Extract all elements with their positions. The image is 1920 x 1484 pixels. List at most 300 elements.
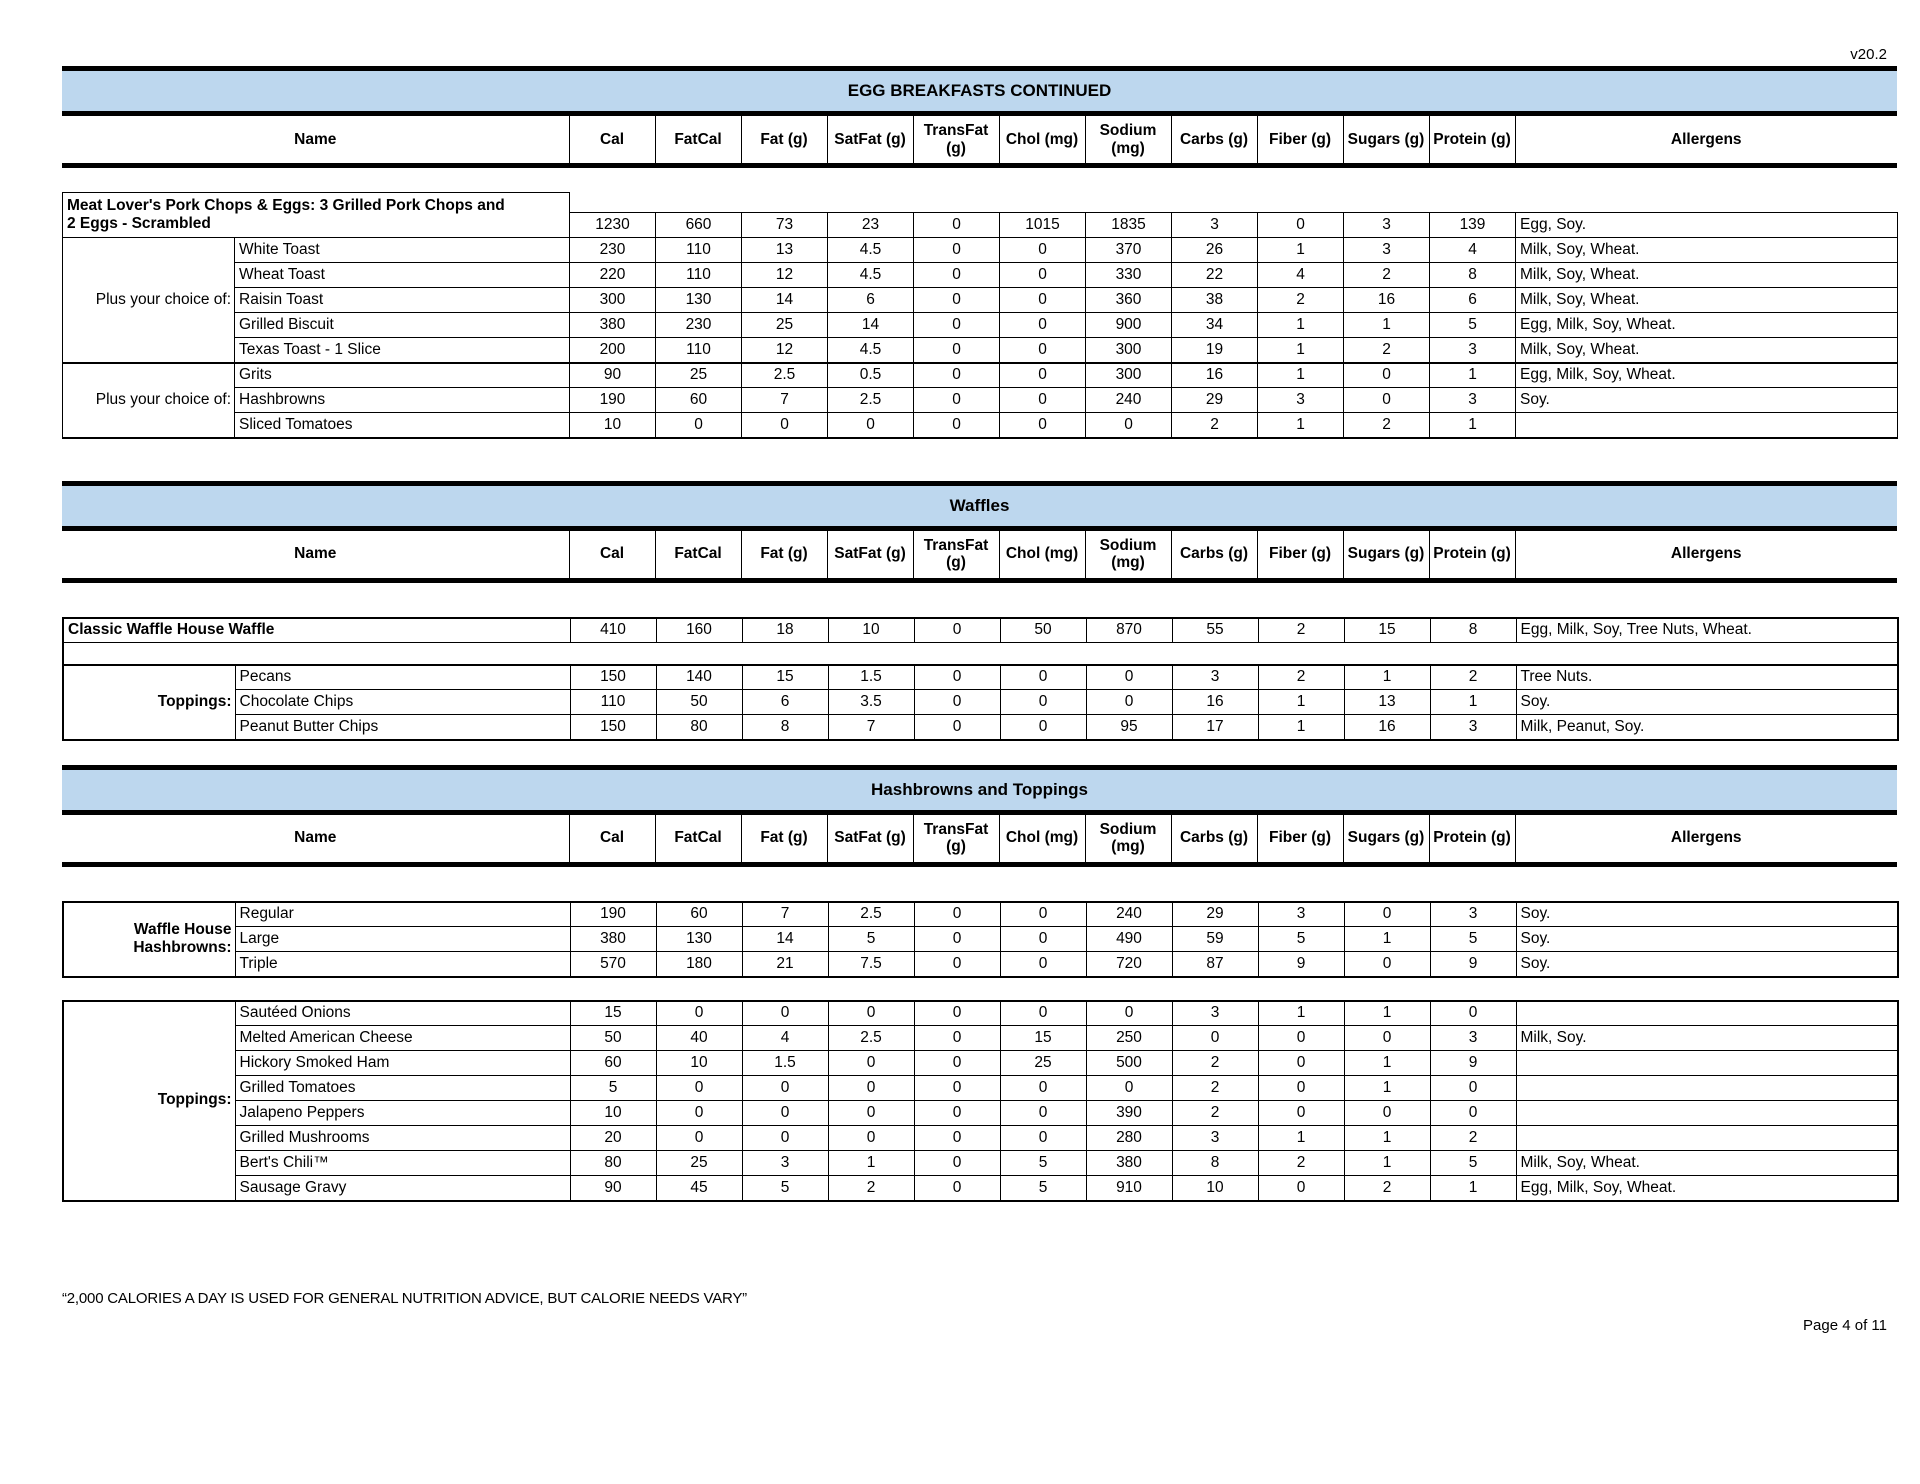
nutrition-value: 0 bbox=[914, 1076, 1000, 1101]
version-label: v20.2 bbox=[1850, 46, 1887, 63]
nutrition-value: 1 bbox=[1258, 413, 1344, 438]
nutrition-value: 0 bbox=[914, 238, 1000, 263]
nutrition-value: 5 bbox=[1430, 927, 1516, 952]
nutrition-value: 12 bbox=[742, 263, 828, 288]
header-row bbox=[62, 815, 1897, 862]
nutrition-value: 19 bbox=[1172, 338, 1258, 363]
nutrition-value: 380 bbox=[570, 927, 656, 952]
nutrition-value: 0 bbox=[914, 690, 1000, 715]
row-group-label: Toppings: bbox=[63, 665, 235, 740]
nutrition-value: 0 bbox=[1086, 665, 1172, 690]
spacer-cell bbox=[1344, 193, 1430, 213]
spacer-cell bbox=[1000, 193, 1086, 213]
section-waffles bbox=[62, 481, 1897, 741]
nutrition-value: 0 bbox=[656, 1076, 742, 1101]
nutrition-value: 50 bbox=[656, 690, 742, 715]
nutrition-value: 59 bbox=[1172, 927, 1258, 952]
nutrition-value: 0 bbox=[914, 927, 1000, 952]
spacer bbox=[62, 168, 1897, 192]
table-row bbox=[63, 690, 1898, 715]
nutrition-value: 0 bbox=[1000, 690, 1086, 715]
nutrition-value: 3 bbox=[742, 1151, 828, 1176]
item-name: Grilled Tomatoes bbox=[235, 1076, 570, 1101]
nutrition-value: 0 bbox=[1430, 1076, 1516, 1101]
nutrition-value: 2 bbox=[1258, 1151, 1344, 1176]
nutrition-value: 0 bbox=[914, 1126, 1000, 1151]
nutrition-value: 14 bbox=[828, 313, 914, 338]
nutrition-table bbox=[62, 1000, 1899, 1202]
item-name: Sliced Tomatoes bbox=[235, 413, 570, 438]
allergens-value: Milk, Peanut, Soy. bbox=[1516, 715, 1898, 740]
nutrition-value: 0 bbox=[742, 1126, 828, 1151]
nutrition-value: 0 bbox=[914, 1001, 1000, 1026]
table-row bbox=[63, 1151, 1898, 1176]
nutrition-value: 8 bbox=[1430, 263, 1516, 288]
nutrition-value: 0 bbox=[1430, 1001, 1516, 1026]
nutrition-value: 14 bbox=[742, 288, 828, 313]
table-row bbox=[63, 193, 1898, 213]
nutrition-value: 0 bbox=[1000, 363, 1086, 388]
nutrition-value: 16 bbox=[1172, 363, 1258, 388]
allergens-value: Egg, Milk, Soy, Tree Nuts, Wheat. bbox=[1516, 618, 1898, 643]
nutrition-value: 2 bbox=[1430, 1126, 1516, 1151]
nutrition-value: 13 bbox=[742, 238, 828, 263]
item-name: Texas Toast - 1 Slice bbox=[235, 338, 570, 363]
nutrition-value: 0 bbox=[914, 1176, 1000, 1201]
nutrition-value: 3 bbox=[1430, 1026, 1516, 1051]
column-header: Fiber (g) bbox=[1257, 116, 1343, 163]
nutrition-value: 2.5 bbox=[828, 1026, 914, 1051]
nutrition-value: 110 bbox=[656, 238, 742, 263]
nutrition-value: 0 bbox=[1344, 363, 1430, 388]
nutrition-value: 2 bbox=[1172, 1101, 1258, 1126]
nutrition-value: 0 bbox=[1000, 313, 1086, 338]
header-row bbox=[62, 116, 1897, 163]
nutrition-value: 0 bbox=[914, 952, 1000, 977]
column-header: Fat (g) bbox=[741, 531, 827, 578]
item-name: Sautéed Onions bbox=[235, 1001, 570, 1026]
nutrition-value: 1.5 bbox=[742, 1051, 828, 1076]
nutrition-value: 5 bbox=[1258, 927, 1344, 952]
nutrition-value: 180 bbox=[656, 952, 742, 977]
table-row bbox=[63, 927, 1898, 952]
nutrition-value: 0 bbox=[1086, 1076, 1172, 1101]
nutrition-value: 0 bbox=[1086, 1001, 1172, 1026]
table-row bbox=[63, 643, 1898, 665]
nutrition-value: 110 bbox=[656, 338, 742, 363]
nutrition-value: 4.5 bbox=[828, 238, 914, 263]
nutrition-value: 15 bbox=[1000, 1026, 1086, 1051]
nutrition-value: 5 bbox=[1000, 1176, 1086, 1201]
nutrition-value: 5 bbox=[1430, 1151, 1516, 1176]
nutrition-value: 0 bbox=[1000, 388, 1086, 413]
nutrition-value: 0 bbox=[914, 1026, 1000, 1051]
nutrition-value: 0 bbox=[1344, 902, 1430, 927]
nutrition-value: 50 bbox=[570, 1026, 656, 1051]
spacer-cell bbox=[742, 193, 828, 213]
item-name: Hickory Smoked Ham bbox=[235, 1051, 570, 1076]
column-header: FatCal bbox=[655, 531, 741, 578]
nutrition-value: 0 bbox=[1000, 1126, 1086, 1151]
nutrition-value: 2 bbox=[1172, 1076, 1258, 1101]
allergens-value: Soy. bbox=[1516, 388, 1898, 413]
allergens-value bbox=[1516, 1051, 1898, 1076]
table-row bbox=[63, 388, 1898, 413]
nutrition-value: 0 bbox=[742, 1001, 828, 1026]
item-name: Chocolate Chips bbox=[235, 690, 570, 715]
nutrition-value: 300 bbox=[570, 288, 656, 313]
item-name: Grilled Biscuit bbox=[235, 313, 570, 338]
nutrition-table bbox=[62, 901, 1899, 978]
column-header: Allergens bbox=[1515, 116, 1897, 163]
table-row bbox=[63, 413, 1898, 438]
nutrition-value: 4.5 bbox=[828, 338, 914, 363]
section-title: Hashbrowns and Toppings bbox=[62, 770, 1897, 810]
nutrition-value: 6 bbox=[742, 690, 828, 715]
nutrition-value: 25 bbox=[742, 313, 828, 338]
item-name: Meat Lover's Pork Chops & Eggs: 3 Grilled Pork Chops and 2 Eggs - Scrambled bbox=[63, 193, 570, 238]
column-header: Cal bbox=[569, 116, 655, 163]
nutrition-value: 3 bbox=[1344, 238, 1430, 263]
nutrition-value: 0 bbox=[1086, 690, 1172, 715]
nutrition-value: 1 bbox=[1258, 1126, 1344, 1151]
spacer-cell bbox=[914, 193, 1000, 213]
allergens-value bbox=[1516, 1126, 1898, 1151]
spacer-cell bbox=[828, 193, 914, 213]
nutrition-value: 720 bbox=[1086, 952, 1172, 977]
nutrition-value: 280 bbox=[1086, 1126, 1172, 1151]
allergens-value bbox=[1516, 1101, 1898, 1126]
allergens-value: Milk, Soy, Wheat. bbox=[1516, 288, 1898, 313]
nutrition-value: 5 bbox=[828, 927, 914, 952]
column-header: Sodium (mg) bbox=[1085, 815, 1171, 862]
item-name: Melted American Cheese bbox=[235, 1026, 570, 1051]
nutrition-value: 2 bbox=[1258, 618, 1344, 643]
column-header: Allergens bbox=[1515, 531, 1897, 578]
nutrition-value: 0 bbox=[1000, 238, 1086, 263]
nutrition-value: 4 bbox=[1430, 238, 1516, 263]
table-row bbox=[63, 263, 1898, 288]
nutrition-value: 7.5 bbox=[828, 952, 914, 977]
nutrition-value: 1 bbox=[1258, 1001, 1344, 1026]
empty-row-cell bbox=[63, 643, 1898, 665]
nutrition-value: 0 bbox=[1000, 715, 1086, 740]
nutrition-value: 0 bbox=[1258, 1051, 1344, 1076]
nutrition-value: 2 bbox=[1172, 413, 1258, 438]
nutrition-value: 90 bbox=[570, 363, 656, 388]
nutrition-value: 10 bbox=[828, 618, 914, 643]
allergens-value: Egg, Soy. bbox=[1516, 213, 1898, 238]
spacer-cell bbox=[1172, 193, 1258, 213]
nutrition-value: 3 bbox=[1430, 715, 1516, 740]
nutrition-value: 1 bbox=[1344, 1001, 1430, 1026]
nutrition-value: 0 bbox=[1344, 388, 1430, 413]
item-name: Hashbrowns bbox=[235, 388, 570, 413]
column-header: Fat (g) bbox=[741, 815, 827, 862]
column-header: Protein (g) bbox=[1429, 116, 1515, 163]
nutrition-value: 0 bbox=[914, 213, 1000, 238]
nutrition-value: 23 bbox=[828, 213, 914, 238]
column-header: Fiber (g) bbox=[1257, 531, 1343, 578]
nutrition-value: 910 bbox=[1086, 1176, 1172, 1201]
nutrition-value: 0 bbox=[1000, 1076, 1086, 1101]
nutrition-value: 60 bbox=[656, 388, 742, 413]
column-header: Cal bbox=[569, 531, 655, 578]
nutrition-value: 190 bbox=[570, 902, 656, 927]
column-header: Carbs (g) bbox=[1171, 531, 1257, 578]
nutrition-value: 50 bbox=[1000, 618, 1086, 643]
nutrition-value: 45 bbox=[656, 1176, 742, 1201]
table-row bbox=[63, 363, 1898, 388]
allergens-value: Soy. bbox=[1516, 927, 1898, 952]
nutrition-value: 3.5 bbox=[828, 690, 914, 715]
column-header: FatCal bbox=[655, 815, 741, 862]
nutrition-value: 0 bbox=[1258, 1026, 1344, 1051]
allergens-value: Tree Nuts. bbox=[1516, 665, 1898, 690]
nutrition-value: 6 bbox=[1430, 288, 1516, 313]
row-group-label: Plus your choice of: bbox=[63, 238, 235, 363]
table-row bbox=[63, 618, 1898, 643]
table-row bbox=[63, 665, 1898, 690]
nutrition-value: 12 bbox=[742, 338, 828, 363]
nutrition-value: 4 bbox=[1258, 263, 1344, 288]
nutrition-value: 10 bbox=[570, 413, 656, 438]
nutrition-value: 0 bbox=[1000, 665, 1086, 690]
spacer-cell bbox=[570, 193, 656, 213]
allergens-value: Milk, Soy. bbox=[1516, 1026, 1898, 1051]
allergens-value bbox=[1516, 1076, 1898, 1101]
nutrition-value: 380 bbox=[570, 313, 656, 338]
nutrition-value: 0 bbox=[1172, 1026, 1258, 1051]
nutrition-value: 10 bbox=[1172, 1176, 1258, 1201]
spacer bbox=[62, 583, 1897, 617]
nutrition-value: 490 bbox=[1086, 927, 1172, 952]
nutrition-value: 0 bbox=[914, 288, 1000, 313]
nutrition-value: 130 bbox=[656, 288, 742, 313]
nutrition-value: 1015 bbox=[1000, 213, 1086, 238]
nutrition-value: 0 bbox=[1000, 263, 1086, 288]
nutrition-value: 2 bbox=[828, 1176, 914, 1201]
spacer-cell bbox=[1430, 193, 1516, 213]
nutrition-value: 1 bbox=[828, 1151, 914, 1176]
nutrition-value: 0 bbox=[656, 1001, 742, 1026]
nutrition-value: 0 bbox=[1086, 413, 1172, 438]
nutrition-value: 0 bbox=[1258, 1101, 1344, 1126]
nutrition-value: 22 bbox=[1172, 263, 1258, 288]
nutrition-value: 25 bbox=[656, 1151, 742, 1176]
nutrition-value: 1835 bbox=[1086, 213, 1172, 238]
nutrition-value: 2 bbox=[1344, 263, 1430, 288]
nutrition-value: 570 bbox=[570, 952, 656, 977]
item-name: Grits bbox=[235, 363, 570, 388]
nutrition-value: 0 bbox=[656, 1126, 742, 1151]
column-header: Sugars (g) bbox=[1343, 116, 1429, 163]
nutrition-value: 1.5 bbox=[828, 665, 914, 690]
allergens-value bbox=[1516, 1001, 1898, 1026]
nutrition-value: 9 bbox=[1430, 952, 1516, 977]
nutrition-value: 1 bbox=[1430, 690, 1516, 715]
item-name: Classic Waffle House Waffle bbox=[63, 618, 570, 643]
nutrition-value: 250 bbox=[1086, 1026, 1172, 1051]
nutrition-value: 0 bbox=[828, 1051, 914, 1076]
nutrition-value: 1 bbox=[1344, 1076, 1430, 1101]
spacer-cell bbox=[1516, 193, 1898, 213]
item-name: Jalapeno Peppers bbox=[235, 1101, 570, 1126]
nutrition-value: 29 bbox=[1172, 902, 1258, 927]
column-header: Sodium (mg) bbox=[1085, 531, 1171, 578]
nutrition-value: 1230 bbox=[570, 213, 656, 238]
spacer bbox=[62, 978, 1897, 1000]
nutrition-value: 1 bbox=[1344, 1151, 1430, 1176]
nutrition-value: 87 bbox=[1172, 952, 1258, 977]
nutrition-value: 390 bbox=[1086, 1101, 1172, 1126]
nutrition-value: 7 bbox=[742, 902, 828, 927]
nutrition-value: 0 bbox=[914, 363, 1000, 388]
item-name: Grilled Mushrooms bbox=[235, 1126, 570, 1151]
nutrition-value: 95 bbox=[1086, 715, 1172, 740]
nutrition-value: 1 bbox=[1258, 715, 1344, 740]
nutrition-value: 1 bbox=[1430, 1176, 1516, 1201]
section-title: Waffles bbox=[62, 486, 1897, 526]
item-name: Triple bbox=[235, 952, 570, 977]
nutrition-value: 5 bbox=[1000, 1151, 1086, 1176]
nutrition-value: 14 bbox=[742, 927, 828, 952]
nutrition-value: 0 bbox=[914, 388, 1000, 413]
nutrition-value: 900 bbox=[1086, 313, 1172, 338]
nutrition-value: 0 bbox=[914, 1051, 1000, 1076]
nutrition-value: 20 bbox=[570, 1126, 656, 1151]
nutrition-value: 0 bbox=[1430, 1101, 1516, 1126]
nutrition-value: 15 bbox=[570, 1001, 656, 1026]
nutrition-value: 3 bbox=[1172, 213, 1258, 238]
nutrition-value: 9 bbox=[1430, 1051, 1516, 1076]
nutrition-value: 1 bbox=[1430, 413, 1516, 438]
nutrition-value: 0 bbox=[914, 263, 1000, 288]
nutrition-value: 370 bbox=[1086, 238, 1172, 263]
nutrition-value: 3 bbox=[1172, 665, 1258, 690]
nutrition-value: 1 bbox=[1258, 363, 1344, 388]
nutrition-value: 5 bbox=[570, 1076, 656, 1101]
nutrition-value: 5 bbox=[1430, 313, 1516, 338]
nutrition-value: 0 bbox=[1258, 1076, 1344, 1101]
nutrition-value: 15 bbox=[1344, 618, 1430, 643]
table-row bbox=[63, 1126, 1898, 1151]
nutrition-value: 2 bbox=[1258, 665, 1344, 690]
nutrition-value: 2.5 bbox=[828, 902, 914, 927]
column-header: Sodium (mg) bbox=[1085, 116, 1171, 163]
nutrition-value: 60 bbox=[656, 902, 742, 927]
column-header-table bbox=[62, 116, 1897, 163]
column-header: TransFat (g) bbox=[913, 116, 999, 163]
nutrition-value: 29 bbox=[1172, 388, 1258, 413]
item-name: Regular bbox=[235, 902, 570, 927]
item-name: Large bbox=[235, 927, 570, 952]
nutrition-value: 0 bbox=[1000, 288, 1086, 313]
nutrition-value: 230 bbox=[570, 238, 656, 263]
nutrition-value: 2 bbox=[1344, 1176, 1430, 1201]
nutrition-value: 17 bbox=[1172, 715, 1258, 740]
column-header: Chol (mg) bbox=[999, 116, 1085, 163]
nutrition-value: 1 bbox=[1258, 313, 1344, 338]
allergens-value bbox=[1516, 413, 1898, 438]
column-header: FatCal bbox=[655, 116, 741, 163]
nutrition-value: 0 bbox=[914, 1151, 1000, 1176]
nutrition-value: 0 bbox=[828, 1126, 914, 1151]
table-row bbox=[63, 313, 1898, 338]
allergens-value: Soy. bbox=[1516, 952, 1898, 977]
nutrition-value: 0 bbox=[828, 1101, 914, 1126]
column-header: TransFat (g) bbox=[913, 531, 999, 578]
column-header-table bbox=[62, 531, 1897, 578]
nutrition-value: 0 bbox=[742, 1076, 828, 1101]
nutrition-value: 300 bbox=[1086, 363, 1172, 388]
nutrition-value: 38 bbox=[1172, 288, 1258, 313]
nutrition-value: 0 bbox=[828, 1076, 914, 1101]
nutrition-value: 7 bbox=[828, 715, 914, 740]
nutrition-value: 870 bbox=[1086, 618, 1172, 643]
nutrition-value: 139 bbox=[1430, 213, 1516, 238]
nutrition-value: 0 bbox=[1344, 1101, 1430, 1126]
nutrition-table bbox=[62, 617, 1899, 741]
column-header-table bbox=[62, 815, 1897, 862]
nutrition-value: 0 bbox=[914, 715, 1000, 740]
nutrition-value: 80 bbox=[570, 1151, 656, 1176]
allergens-value: Soy. bbox=[1516, 690, 1898, 715]
column-header: TransFat (g) bbox=[913, 815, 999, 862]
nutrition-value: 0 bbox=[914, 618, 1000, 643]
nutrition-value: 0 bbox=[914, 1101, 1000, 1126]
nutrition-value: 15 bbox=[742, 665, 828, 690]
nutrition-value: 0 bbox=[1000, 902, 1086, 927]
nutrition-value: 3 bbox=[1172, 1001, 1258, 1026]
nutrition-value: 0 bbox=[914, 902, 1000, 927]
table-row bbox=[63, 1001, 1898, 1026]
header-row bbox=[62, 531, 1897, 578]
nutrition-value: 4.5 bbox=[828, 263, 914, 288]
allergens-value: Egg, Milk, Soy, Wheat. bbox=[1516, 313, 1898, 338]
spacer-cell bbox=[656, 193, 742, 213]
nutrition-value: 0 bbox=[1000, 1101, 1086, 1126]
allergens-value: Soy. bbox=[1516, 902, 1898, 927]
nutrition-value: 410 bbox=[570, 618, 656, 643]
nutrition-value: 1 bbox=[1344, 1126, 1430, 1151]
nutrition-value: 0 bbox=[914, 665, 1000, 690]
item-name: Bert's Chili™ bbox=[235, 1151, 570, 1176]
item-name: Peanut Butter Chips bbox=[235, 715, 570, 740]
column-header: Sugars (g) bbox=[1343, 815, 1429, 862]
column-header: Name bbox=[294, 130, 337, 148]
nutrition-value: 200 bbox=[570, 338, 656, 363]
nutrition-value: 190 bbox=[570, 388, 656, 413]
section-hashbrowns-toppings bbox=[62, 765, 1897, 1202]
nutrition-value: 240 bbox=[1086, 902, 1172, 927]
nutrition-value: 660 bbox=[656, 213, 742, 238]
column-header: Protein (g) bbox=[1429, 815, 1515, 862]
nutrition-value: 73 bbox=[742, 213, 828, 238]
nutrition-value: 240 bbox=[1086, 388, 1172, 413]
row-group-label: Plus your choice of: bbox=[63, 363, 235, 438]
nutrition-value: 2 bbox=[1258, 288, 1344, 313]
nutrition-value: 10 bbox=[570, 1101, 656, 1126]
nutrition-value: 0 bbox=[1000, 338, 1086, 363]
nutrition-value: 8 bbox=[1172, 1151, 1258, 1176]
nutrition-value: 1 bbox=[1344, 1051, 1430, 1076]
allergens-value: Egg, Milk, Soy, Wheat. bbox=[1516, 1176, 1898, 1201]
nutrition-value: 2.5 bbox=[828, 388, 914, 413]
nutrition-value: 140 bbox=[656, 665, 742, 690]
nutrition-value: 7 bbox=[742, 388, 828, 413]
nutrition-value: 2.5 bbox=[742, 363, 828, 388]
